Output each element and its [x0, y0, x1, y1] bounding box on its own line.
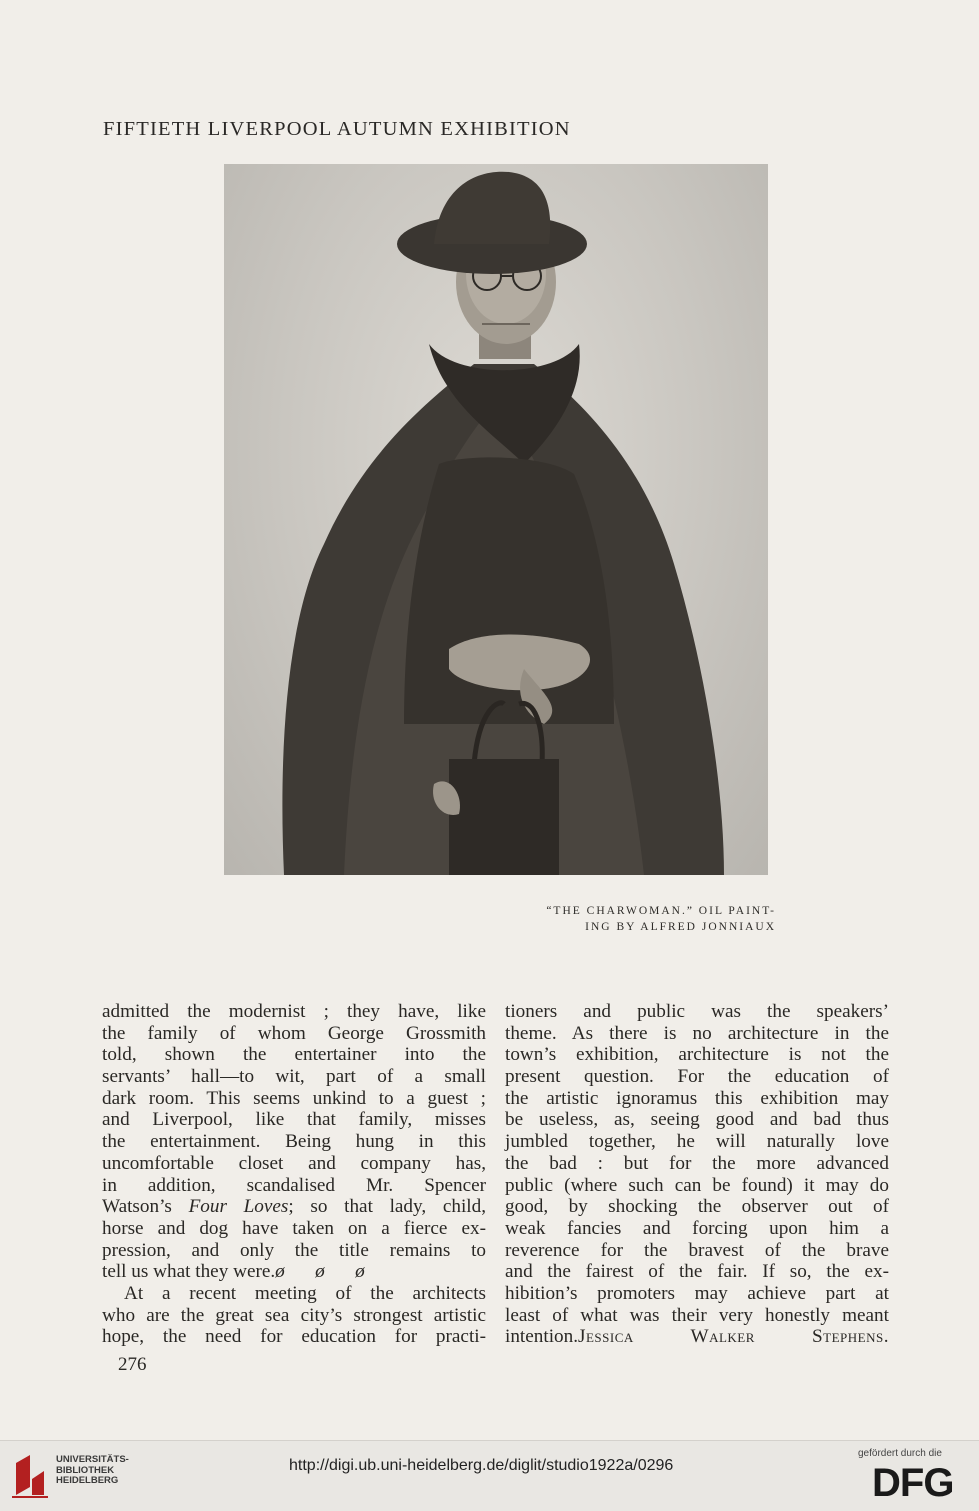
- text-line: the entertainment. Being hung in this: [102, 1131, 486, 1153]
- text-line: admitted the modernist ; they have, like: [102, 1001, 486, 1022]
- text-line: public (where such can be found) it may do: [505, 1174, 889, 1196]
- institution-line: HEIDELBERG: [56, 1475, 119, 1486]
- library-footer: [0, 1440, 979, 1511]
- text-line: hibition’s promoters may achieve part at: [505, 1282, 889, 1304]
- text-line: in addition, scandalised Mr. Spencer: [102, 1174, 486, 1196]
- text-line: [102, 1261, 486, 1283]
- text-line: theme. As there is no architecture in the: [505, 1022, 889, 1044]
- dfg-logo: DFG: [872, 1461, 954, 1505]
- running-title: FIFTIETH LIVERPOOL AUTUMN EXHIBITION: [103, 118, 571, 140]
- hat-crown: [434, 172, 550, 244]
- text-line: dark room. This seems unkind to a guest ;: [102, 1087, 486, 1109]
- text-line: horse and dog have taken on a fierce ex-: [102, 1217, 486, 1239]
- text-line: servants’ hall—to wit, part of a small: [102, 1066, 486, 1088]
- text-line: jumbled together, he will naturally love: [505, 1131, 889, 1153]
- text-fragment: ; so that lady, child,: [288, 1196, 487, 1218]
- hands-shape: [449, 634, 590, 690]
- book-title: Four Loves: [188, 1196, 289, 1218]
- text-line: good, by shocking the observer out of: [505, 1196, 889, 1218]
- text-column-right: [505, 1001, 889, 1348]
- permalink-url[interactable]: http://digi.ub.uni-heidelberg.de/diglit/studio1922a/0296: [289, 1457, 674, 1474]
- ornament-mark: ø: [355, 1261, 365, 1283]
- university-library-logo-icon: [10, 1449, 50, 1501]
- text-line: and Liverpool, like that family, misses: [102, 1109, 486, 1131]
- text-line: [505, 1326, 889, 1348]
- text-line: the family of whom George Grossmith: [102, 1022, 486, 1044]
- institution-line: UNIVERSITÄTS-: [56, 1454, 129, 1465]
- institution-line: BIBLIOTHEK: [56, 1464, 115, 1476]
- text-column-left: [102, 1001, 486, 1348]
- charwoman-painting-image: [224, 164, 768, 875]
- text-line: least of what was their very honestly meant: [505, 1304, 889, 1326]
- text-line: town’s exhibition, architecture is not the: [505, 1044, 889, 1066]
- text-line: reverence for the bravest of the brave: [505, 1239, 889, 1261]
- ornament-mark: ø: [275, 1261, 285, 1283]
- text-fragment: Watson’s: [102, 1196, 172, 1218]
- text-line: present question. For the education of: [505, 1066, 889, 1088]
- caption-line: “THE CHARWOMAN.” OIL PAINT-: [546, 905, 776, 917]
- funded-by-label: gefördert durch die: [858, 1448, 942, 1459]
- text-line: weak fancies and forcing upon him a: [505, 1217, 889, 1239]
- text-line: the artistic ignoramus this exhibition may: [505, 1087, 889, 1109]
- text-line: At a recent meeting of the architects: [124, 1282, 486, 1304]
- text-line: uncomfortable closet and company has,: [102, 1152, 486, 1174]
- text-line: tioners and public was the speakers’: [505, 1001, 889, 1022]
- author-signature: Jessica Walker Stephens.: [578, 1326, 889, 1348]
- ornament-mark: ø: [315, 1261, 325, 1283]
- text-line: told, shown the entertainer into the: [102, 1044, 486, 1066]
- text-fragment: intention.: [505, 1326, 579, 1348]
- text-fragment: tell us what they were.: [102, 1261, 276, 1283]
- text-line: the bad : but for the more advanced: [505, 1152, 889, 1174]
- text-line: be useless, as, seeing good and bad thus: [505, 1109, 889, 1131]
- caption-line: ING BY ALFRED JONNIAUX: [585, 921, 776, 933]
- text-line: and the fairest of the fair. If so, the ex-: [505, 1261, 889, 1283]
- text-line: hope, the need for education for practi-: [102, 1326, 486, 1348]
- text-line: who are the great sea city’s strongest artistic: [102, 1304, 486, 1326]
- institution-name: [56, 1455, 129, 1487]
- painting-plate: [224, 164, 768, 875]
- plate-caption: [540, 903, 776, 935]
- bag-shape: [449, 759, 559, 875]
- text-line: [102, 1196, 486, 1218]
- page-number: 276: [118, 1354, 147, 1375]
- text-line: pression, and only the title remains to: [102, 1239, 486, 1261]
